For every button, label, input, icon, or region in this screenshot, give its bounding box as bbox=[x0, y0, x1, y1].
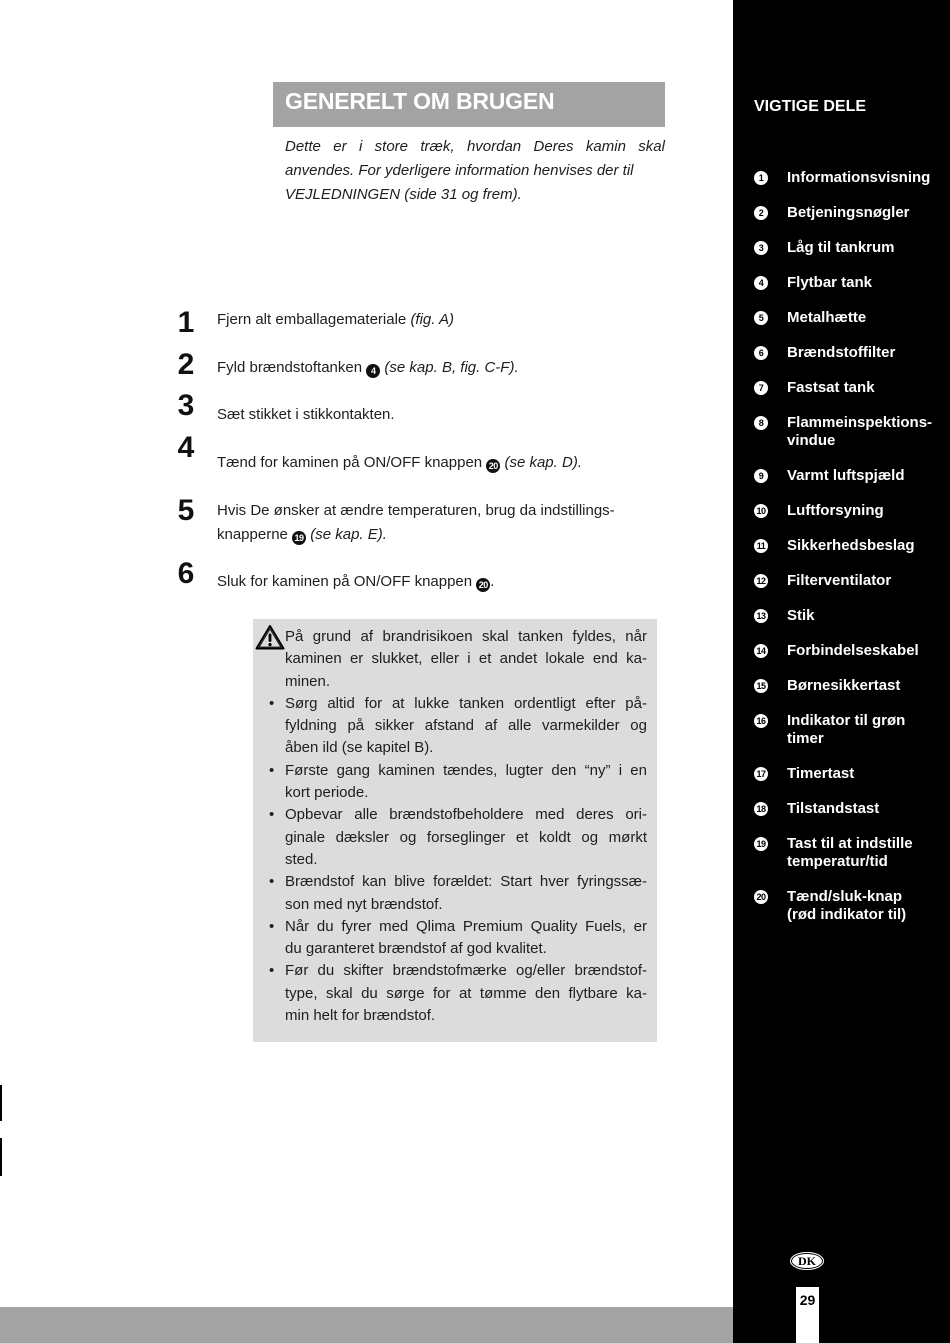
part-label-line: Filterventilator bbox=[787, 572, 892, 589]
part-label-line: temperatur/tid bbox=[787, 853, 888, 870]
page-number-tab bbox=[796, 1287, 819, 1343]
warning-line: minen. bbox=[285, 672, 331, 690]
bullet-icon: • bbox=[269, 962, 275, 980]
warning-bullet-item bbox=[269, 760, 647, 805]
part-number-icon: 1 bbox=[754, 171, 768, 185]
section-title: GENERELT OM BRUGEN bbox=[285, 88, 555, 114]
step-line bbox=[217, 451, 582, 475]
part-label-line: Flammeinspektions- bbox=[787, 414, 933, 431]
warning-box bbox=[253, 619, 657, 1042]
warning-line: Sørg altid for at lukke tanken ordentligt efter på- bbox=[285, 694, 647, 712]
part-label bbox=[787, 607, 944, 625]
reference-note: (se kap. E). bbox=[306, 526, 387, 543]
part-label bbox=[787, 537, 944, 555]
reference-number-icon: 20 bbox=[476, 578, 490, 592]
step-text bbox=[217, 403, 395, 427]
warning-line: son med nyt brændstof. bbox=[285, 895, 443, 913]
section-header-bar bbox=[273, 82, 665, 127]
warning-line: Når du fyrer med Qlima Premium Quality Fuels, er bbox=[285, 917, 647, 935]
part-number-icon: 11 bbox=[754, 539, 768, 553]
part-label-line: Metalhætte bbox=[787, 309, 867, 326]
part-label-line: (rød indikator til) bbox=[787, 906, 907, 923]
warning-bullet-item bbox=[269, 693, 647, 760]
text-run: . bbox=[490, 573, 495, 590]
part-label bbox=[787, 379, 944, 397]
part-label-line: Flytbar tank bbox=[787, 274, 873, 291]
part-label bbox=[787, 309, 944, 327]
warning-line: ginale dæksler og forseglinger et koldt og mørkt bbox=[285, 828, 647, 846]
warning-line: Første gang kaminen tændes, lugter den “ny” i en bbox=[285, 761, 647, 779]
reference-number-icon: 20 bbox=[486, 459, 500, 473]
part-label-line: Forbindelseskabel bbox=[787, 642, 919, 659]
reference-note: (se kap. B, fig. C-F). bbox=[380, 359, 519, 376]
step-line bbox=[217, 570, 494, 594]
part-item-6 bbox=[754, 344, 944, 362]
step-line bbox=[217, 308, 454, 332]
page-number: 29 bbox=[799, 1292, 816, 1308]
parts-list bbox=[754, 169, 944, 941]
part-number-icon: 2 bbox=[754, 206, 768, 220]
part-number-icon: 18 bbox=[754, 802, 768, 816]
part-label bbox=[787, 800, 944, 818]
step-text bbox=[217, 308, 454, 332]
part-number-icon: 8 bbox=[754, 416, 768, 430]
step-text bbox=[217, 356, 519, 380]
warning-line: Opbevar alle brændstofbeholdere med deres ori- bbox=[285, 806, 647, 824]
warning-line: type, skal du sørge for at tømme den flytbare ka- bbox=[285, 984, 647, 1002]
step-line bbox=[217, 403, 395, 427]
part-number-icon: 16 bbox=[754, 714, 768, 728]
warning-bullet-item bbox=[269, 960, 647, 1027]
bullet-icon: • bbox=[269, 806, 275, 824]
text-run: Hvis De ønsker at ændre temperaturen, brug da indstillings- bbox=[217, 502, 615, 519]
part-label-line: Sikkerhedsbeslag bbox=[787, 537, 915, 554]
part-label bbox=[787, 239, 944, 257]
part-number-icon: 5 bbox=[754, 311, 768, 325]
text-run: knapperne bbox=[217, 526, 293, 543]
text-run: Fjern alt emballagemateriale bbox=[217, 311, 411, 328]
step-text bbox=[217, 499, 615, 547]
part-item-16 bbox=[754, 712, 944, 748]
part-item-8 bbox=[754, 414, 944, 450]
step-number: 5 bbox=[177, 494, 195, 527]
part-label bbox=[787, 677, 944, 695]
warning-intro bbox=[285, 626, 647, 693]
part-label-line: Brændstoffilter bbox=[787, 344, 896, 361]
part-number-icon: 3 bbox=[754, 241, 768, 255]
part-number-icon: 12 bbox=[754, 574, 768, 588]
part-label-line: Tast til at indstille bbox=[787, 835, 913, 852]
part-label bbox=[787, 204, 944, 222]
part-item-15 bbox=[754, 677, 944, 695]
part-item-17 bbox=[754, 765, 944, 783]
part-label-line: Stik bbox=[787, 607, 815, 624]
part-item-9 bbox=[754, 467, 944, 485]
warning-line: kaminen er slukket, eller i et andet lokale end ka- bbox=[285, 650, 647, 668]
part-label-line: Varmt luftspjæld bbox=[787, 467, 905, 484]
part-label-line: Børnesikkertast bbox=[787, 677, 901, 694]
part-label-line: Tænd/sluk-knap bbox=[787, 888, 903, 905]
part-label-line: Betjeningsnøgler bbox=[787, 204, 910, 221]
warning-line: Brændstof kan blive forældet: Start hver fyringssæ- bbox=[285, 873, 647, 891]
part-item-13 bbox=[754, 607, 944, 625]
crop-mark bbox=[0, 1085, 2, 1121]
warning-bullet-item bbox=[269, 804, 647, 871]
step-number: 3 bbox=[177, 389, 195, 422]
part-number-icon: 17 bbox=[754, 767, 768, 781]
part-label bbox=[787, 888, 944, 924]
part-item-11 bbox=[754, 537, 944, 555]
step-line bbox=[217, 499, 615, 523]
reference-number-icon: 19 bbox=[292, 531, 306, 545]
part-label-line: Fastsat tank bbox=[787, 379, 875, 396]
parts-sidebar bbox=[733, 0, 950, 1343]
bullet-icon: • bbox=[269, 917, 275, 935]
text-run: Sluk for kaminen på ON/OFF knappen bbox=[217, 573, 477, 590]
part-number-icon: 19 bbox=[754, 837, 768, 851]
part-label-line: Luftforsyning bbox=[787, 502, 884, 519]
part-label-line: timer bbox=[787, 730, 824, 747]
reference-note: (se kap. D). bbox=[500, 454, 582, 471]
text-run: Tænd for kaminen på ON/OFF knappen bbox=[217, 454, 487, 471]
text-run: Sæt stikket i stikkontakten. bbox=[217, 406, 395, 423]
part-label-line: Timertast bbox=[787, 765, 855, 782]
part-item-18 bbox=[754, 800, 944, 818]
reference-note: (fig. A) bbox=[410, 311, 455, 328]
warning-line: Før du skifter brændstofmærke og/eller brændstof- bbox=[285, 962, 647, 980]
step-text bbox=[217, 570, 494, 594]
part-label bbox=[787, 835, 944, 871]
part-label bbox=[787, 169, 944, 187]
part-item-10 bbox=[754, 502, 944, 520]
part-label bbox=[787, 344, 944, 362]
part-number-icon: 6 bbox=[754, 346, 768, 360]
part-label-line: Informationsvisning bbox=[787, 169, 931, 186]
bullet-icon: • bbox=[269, 694, 275, 712]
intro-line: anvendes. For yderligere information henvises der til bbox=[285, 162, 634, 179]
language-badge: DK bbox=[790, 1252, 824, 1270]
warning-bullet-item bbox=[269, 871, 647, 916]
part-item-1 bbox=[754, 169, 944, 187]
warning-line: åben ild (se kapitel B). bbox=[285, 739, 434, 757]
part-number-icon: 4 bbox=[754, 276, 768, 290]
bullet-icon: • bbox=[269, 761, 275, 779]
part-item-14 bbox=[754, 642, 944, 660]
warning-line: du garanteret brændstof af god kvalitet. bbox=[285, 940, 547, 958]
part-label bbox=[787, 642, 944, 660]
section-intro bbox=[285, 135, 665, 207]
part-label-line: Indikator til grøn bbox=[787, 712, 906, 729]
part-item-19 bbox=[754, 835, 944, 871]
warning-triangle-icon bbox=[255, 624, 285, 650]
part-item-3 bbox=[754, 239, 944, 257]
part-item-4 bbox=[754, 274, 944, 292]
step-number: 4 bbox=[177, 431, 195, 464]
step-text bbox=[217, 451, 582, 475]
warning-bullet-item bbox=[269, 916, 647, 961]
step-line bbox=[217, 523, 615, 547]
part-label bbox=[787, 765, 944, 783]
part-number-icon: 15 bbox=[754, 679, 768, 693]
part-label bbox=[787, 572, 944, 590]
part-label bbox=[787, 274, 944, 292]
part-label bbox=[787, 414, 944, 450]
step-number: 2 bbox=[177, 348, 195, 381]
reference-number-icon: 4 bbox=[366, 364, 380, 378]
part-number-icon: 20 bbox=[754, 890, 768, 904]
part-item-12 bbox=[754, 572, 944, 590]
footer-bar bbox=[0, 1307, 733, 1343]
step-number: 1 bbox=[177, 306, 195, 339]
warning-line: kort periode. bbox=[285, 784, 369, 802]
crop-mark bbox=[0, 1138, 2, 1176]
part-item-5 bbox=[754, 309, 944, 327]
part-number-icon: 10 bbox=[754, 504, 768, 518]
part-label bbox=[787, 467, 944, 485]
part-number-icon: 7 bbox=[754, 381, 768, 395]
part-item-7 bbox=[754, 379, 944, 397]
warning-line: min helt for brændstof. bbox=[285, 1007, 436, 1025]
intro-line: Dette er i store træk, hvordan Deres kamin skal bbox=[285, 138, 665, 155]
part-label-line: Tilstandstast bbox=[787, 800, 880, 817]
part-number-icon: 13 bbox=[754, 609, 768, 623]
sidebar-title: VIGTIGE DELE bbox=[754, 98, 867, 115]
part-item-2 bbox=[754, 204, 944, 222]
part-label-line: Låg til tankrum bbox=[787, 239, 895, 256]
warning-line: fyldning på sikker afstand af alle varmekilder og bbox=[285, 717, 647, 735]
part-label bbox=[787, 712, 944, 748]
text-run: Fyld brændstoftanken bbox=[217, 359, 367, 376]
bullet-icon: • bbox=[269, 873, 275, 891]
part-item-20 bbox=[754, 888, 944, 924]
step-line bbox=[217, 356, 519, 380]
warning-line: På grund af brandrisikoen skal tanken fyldes, når bbox=[285, 628, 647, 645]
part-number-icon: 9 bbox=[754, 469, 768, 483]
warning-text bbox=[269, 626, 647, 1027]
intro-line: VEJLEDNINGEN (side 31 og frem). bbox=[285, 186, 522, 203]
step-number: 6 bbox=[177, 557, 195, 590]
warning-line: sted. bbox=[285, 850, 318, 868]
part-label-line: vindue bbox=[787, 432, 836, 449]
part-number-icon: 14 bbox=[754, 644, 768, 658]
part-label bbox=[787, 502, 944, 520]
